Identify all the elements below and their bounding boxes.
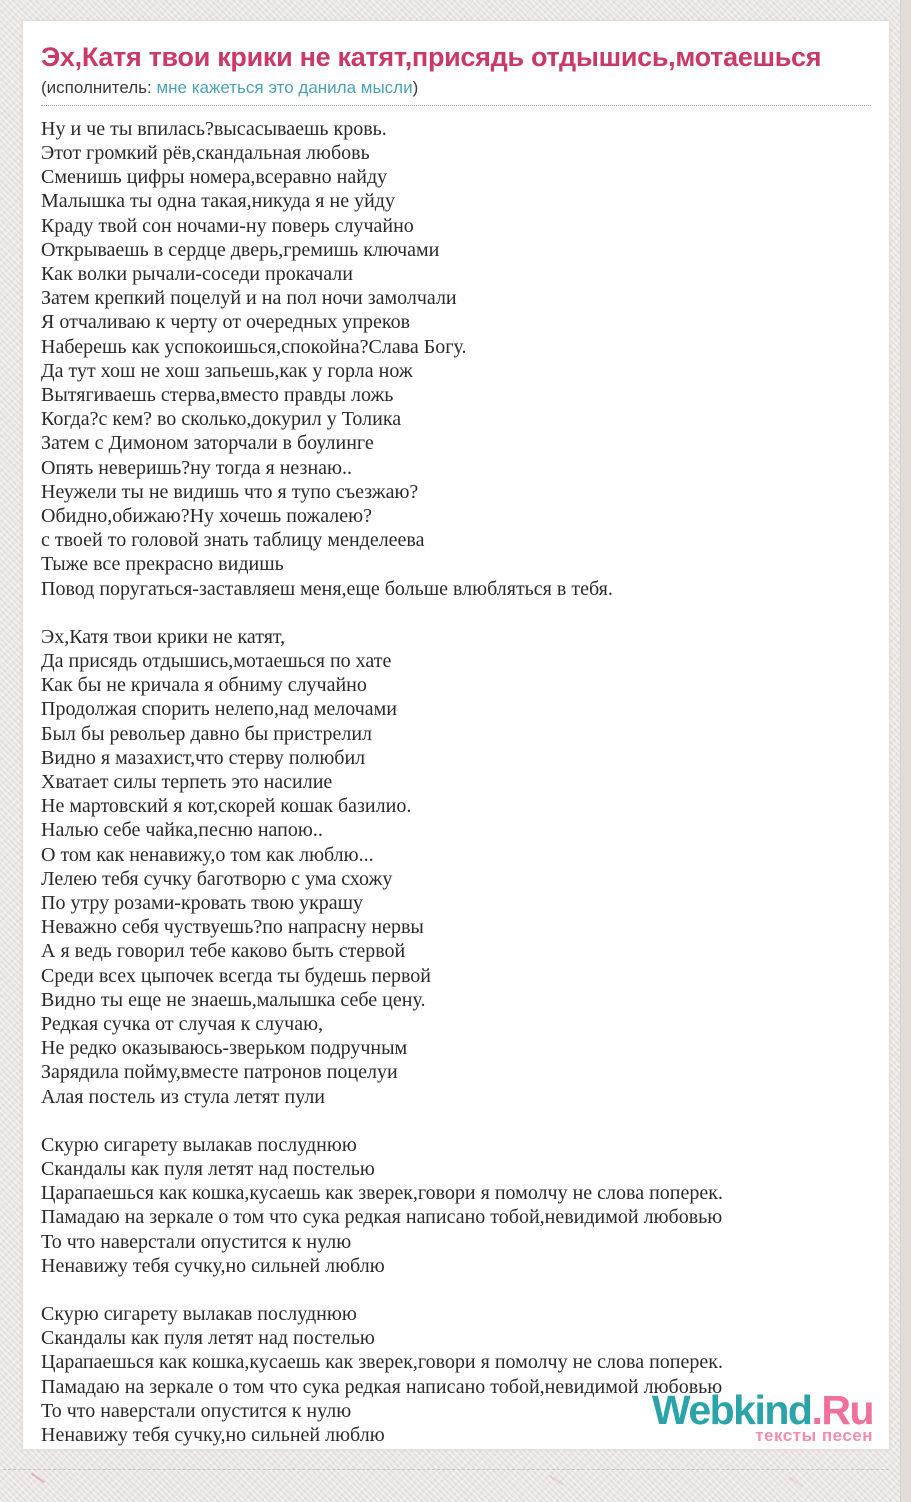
lyric-line: Налью себе чайка,песню напою..: [41, 819, 323, 842]
lyric-line: Этот громкий рёв,скандальная любовь: [41, 141, 370, 164]
lyric-line: Когда?с кем? во сколько,докурил у Толика: [41, 408, 402, 431]
lyric-line: Малышка ты одна такая,никуда я не уйду: [41, 190, 395, 213]
lyric-line: Скурю сигарету вылакав послуднюю: [41, 1133, 357, 1156]
lyric-line: Ненавижу тебя сучку,но сильней люблю: [41, 1424, 385, 1447]
lyrics-page-card: [22, 20, 890, 1450]
lyric-line: То что наверстали опустится к нулю: [41, 1399, 352, 1422]
lyric-line: Как волки рычали-соседи прокачали: [41, 262, 353, 285]
decor-confetti-mark: [549, 1475, 563, 1486]
lyric-line: Не мартовский я кот,скорей кошак базилио.: [41, 795, 412, 818]
webkind-logo-tagline: тексты песен: [755, 1426, 873, 1445]
lyric-line: Да тут хош не хош запьешь,как у горла нож: [41, 359, 413, 382]
lyric-line: Царапаешься как кошка,кусаешь как зверек,говори я помолчу не слова поперек.: [41, 1351, 723, 1374]
lyric-line: Был бы револьер давно бы пристрелил: [41, 722, 373, 745]
lyric-line: Зарядила пойму,вместе патронов поцелуи: [41, 1061, 398, 1084]
lyric-line: О том как ненавижу,о том как люблю...: [41, 843, 374, 866]
artist-label-suffix: ): [412, 77, 419, 97]
webkind-logo-suffix: .Ru: [811, 1387, 873, 1433]
artist-line: [41, 78, 871, 106]
lyric-line: Царапаешься как кошка,кусаешь как зверек,говори я помолчу не слова поперек.: [41, 1182, 723, 1205]
lyric-line: с твоей то головой знать таблицу менделеева: [41, 529, 425, 552]
lyric-line: Продолжая спорить нелепо,над мелочами: [41, 698, 397, 721]
lyric-line: Сменишь цифры номера,всеравно найду: [41, 166, 388, 189]
lyric-line: Тыже все прекрасно видишь: [41, 553, 284, 576]
lyric-line: Ну и че ты впилась?высасываешь кровь.: [41, 117, 387, 140]
lyric-line: Хватает силы терпеть это насилие: [41, 770, 333, 793]
webkind-logo-text: [651, 1387, 873, 1433]
lyric-line: Алая постель из стула летят пули: [41, 1085, 326, 1108]
lyric-line: Видно ты еще не знаешь,малышка себе цену.: [41, 988, 426, 1011]
lyric-line: Редкая сучка от случая к случаю,: [41, 1013, 324, 1035]
verse: [41, 1133, 871, 1278]
webkind-logo[interactable]: [651, 1387, 873, 1445]
lyric-line: Скандалы как пуля летят над постелью: [41, 1327, 375, 1350]
lyric-line: Вытягиваешь стерва,вместо правды ложь: [41, 383, 394, 406]
webkind-logo-main: Webkind: [651, 1387, 812, 1433]
lyric-line: Затем с Димоном заторчали в боулинге: [41, 432, 374, 455]
artist-label-prefix: (исполнитель:: [41, 77, 157, 97]
decor-confetti-mark: [31, 1473, 45, 1484]
lyric-line: Ненавижу тебя сучку,но сильней люблю: [41, 1254, 385, 1277]
lyric-line: Затем крепкий поцелуй и на пол ночи замолчали: [41, 287, 457, 310]
lyric-line: Наберешь как успокоишься,спокойна?Слава Богу.: [41, 335, 467, 358]
decor-confetti-mark: [789, 1477, 803, 1488]
verse: [41, 117, 871, 601]
lyric-line: То что наверстали опустится к нулю: [41, 1230, 352, 1253]
lyric-line: Неужели ты не видишь что я тупо съезжаю?: [41, 480, 419, 503]
lyric-line: Эх,Катя твои крики не катят,: [41, 625, 286, 648]
lyric-line: Неважно себя чуствуешь?по напрасну нервы: [41, 916, 424, 939]
lyric-line: Скандалы как пуля летят над постелью: [41, 1158, 375, 1181]
lyric-line: Лелею тебя сучку баготворю с ума схожу: [41, 867, 393, 890]
song-title: Эх,Катя твои крики не катят,присядь отдышись,мотаешься: [41, 42, 822, 72]
lyrics: [41, 117, 871, 1448]
lyric-line: Видно я мазахист,что стерву полюбил: [41, 746, 366, 769]
bottom-dashed-divider: [3, 1469, 889, 1470]
lyric-line: Краду твой сон ночами-ну поверь случайно: [41, 214, 414, 237]
lyric-line: Обидно,обижаю?Ну хочешь пожалею?: [41, 504, 372, 527]
lyric-line: Скурю сигарету вылакав послуднюю: [41, 1303, 357, 1326]
lyric-line: Среди всех цыпочек всегда ты будешь первой: [41, 964, 431, 987]
lyric-line: Да присядь отдышись,мотаешься по хате: [41, 649, 392, 672]
lyric-line: По утру розами-кровать твою украшу: [41, 891, 364, 914]
lyric-line: Как бы не кричала я обниму случайно: [41, 674, 367, 697]
verse: [41, 625, 871, 1109]
lyric-line: Повод поругаться-заставляеш меня,еще больше влюбляться в тебя.: [41, 577, 613, 600]
lyric-line: Открываешь в сердце дверь,гремишь ключами: [41, 238, 440, 261]
lyric-line: Памадаю на зеркале о том что сука редкая написано тобой,невидимой любовью: [41, 1206, 723, 1229]
lyric-line: Памадаю на зеркале о том что сука редкая написано тобой,невидимой любовью: [41, 1375, 723, 1398]
artist-link[interactable]: мне кажеться это данила мысли: [156, 77, 413, 97]
lyric-line: Опять неверишь?ну тогда я незнаю..: [41, 456, 352, 479]
lyric-line: Не редко оказываюсь-зверьком подручным: [41, 1037, 408, 1060]
right-edge-strip: [900, 0, 911, 1502]
lyric-line: А я ведь говорил тебе каково быть стервой: [41, 940, 406, 963]
lyric-line: Я отчаливаю к черту от очередных упреков: [41, 311, 411, 334]
